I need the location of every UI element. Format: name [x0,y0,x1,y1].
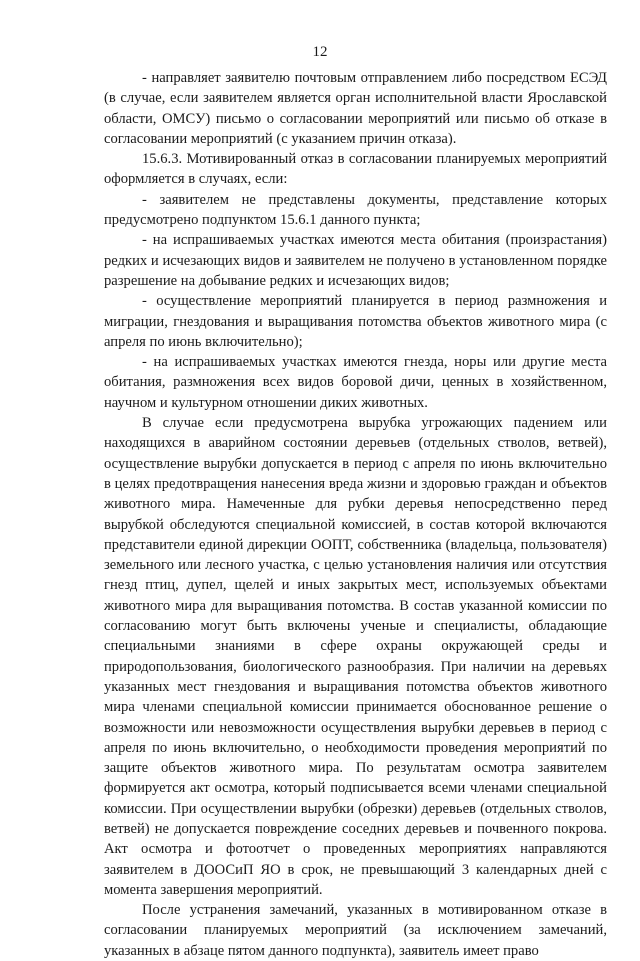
paragraph-notification-method: - направляет заявителю почтовым отправлением либо посредством ЕСЭД (в случае, если заявителем является орган исполнительной власти Ярославской области, ОМСУ) письмо о согласовании мероприятий или письмо об отказе в согласовании мероприятий (с указанием причин отказа). [104,70,607,147]
paragraph-after-corrections: После устранения замечаний, указанных в мотивированном отказе в согласовании планируемых мероприятий (за исключением замечаний, указанных в абзаце пятом данного подпункта), заявитель имеет право [104,902,607,959]
paragraph-refusal-ground-nests: - на испрашиваемых участках имеются гнезда, норы или другие места обитания, размножения всех видов боровой дичи, ценных в хозяйственном, научном и культурном отношении диких животных. [104,354,607,411]
paragraph-refusal-ground-documents: - заявителем не представлены документы, представление которых предусмотрено подпунктом 15.6.1 данного пункта; [104,191,607,229]
paragraph-refusal-grounds-intro: 15.6.3. Мотивированный отказ в согласовании планируемых мероприятий оформляется в случаях, если: [104,151,607,188]
paragraph-refusal-ground-breeding-period: - осуществление мероприятий планируется в период размножения и миграции, гнездования и выращивания потомства объектов животного мира (с апреля по июнь включительно); [104,293,607,350]
paragraph-refusal-ground-rare-species: - на испрашиваемых участках имеются места обитания (произрастания) редких и исчезающих видов и заявителем не получено в установленном порядке разрешение на добывание редких и исчезающих видов; [104,232,607,289]
page-number: 12 [312,44,328,60]
document-body [104,68,607,961]
paragraph-tree-felling-procedure: В случае если предусмотрена вырубка угрожающих падением или находящихся в аварийном состоянии деревьев (отдельных стволов, ветвей), осуществление вырубки допускается в период с апреля по июнь включительно в целях предотвращения нанесения вреда жизни и здоровью граждан и объектов животного мира. Намеченные для рубки деревья непосредственно перед вырубкой обследуются специальной комиссией, в состав которой включаются представители единой дирекции ООПТ, собственника (владельца, пользователя) земельного или лесного участка, с целью установления наличия или отсутствия гнезд птиц, дупел, щелей и иных закрытых мест, используемых объектами животного мира для выращивания потомства. В состав указанной комиссии по согласованию могут быть включены ученые и специалисты, обладающие специальными знаниями в сфере охраны окружающей среды и природопользования, биологического разнообразия. При наличии на деревьях указанных мест гнездования и выращивания потомства объектов животного мира членами специальной комиссии принимается обоснованное решение о возможности или невозможности осуществления вырубки деревьев в период с апреля по июнь включительно, о необходимости проведения мероприятий по защите объектов животного мира. По результатам осмотра заявителем формируется акт осмотра, который подписывается всеми членами специальной комиссии. При осуществлении вырубки (обрезки) деревьев (отдельных стволов, ветвей) не допускается повреждение соседних деревьев и почвенного покрова. Акт осмотра и фотоотчет о проведенных мероприятиях направляются заявителем в ДООСиП ЯО в срок, не превышающий 3 календарных дней с момента завершения мероприятий. [104,415,607,898]
